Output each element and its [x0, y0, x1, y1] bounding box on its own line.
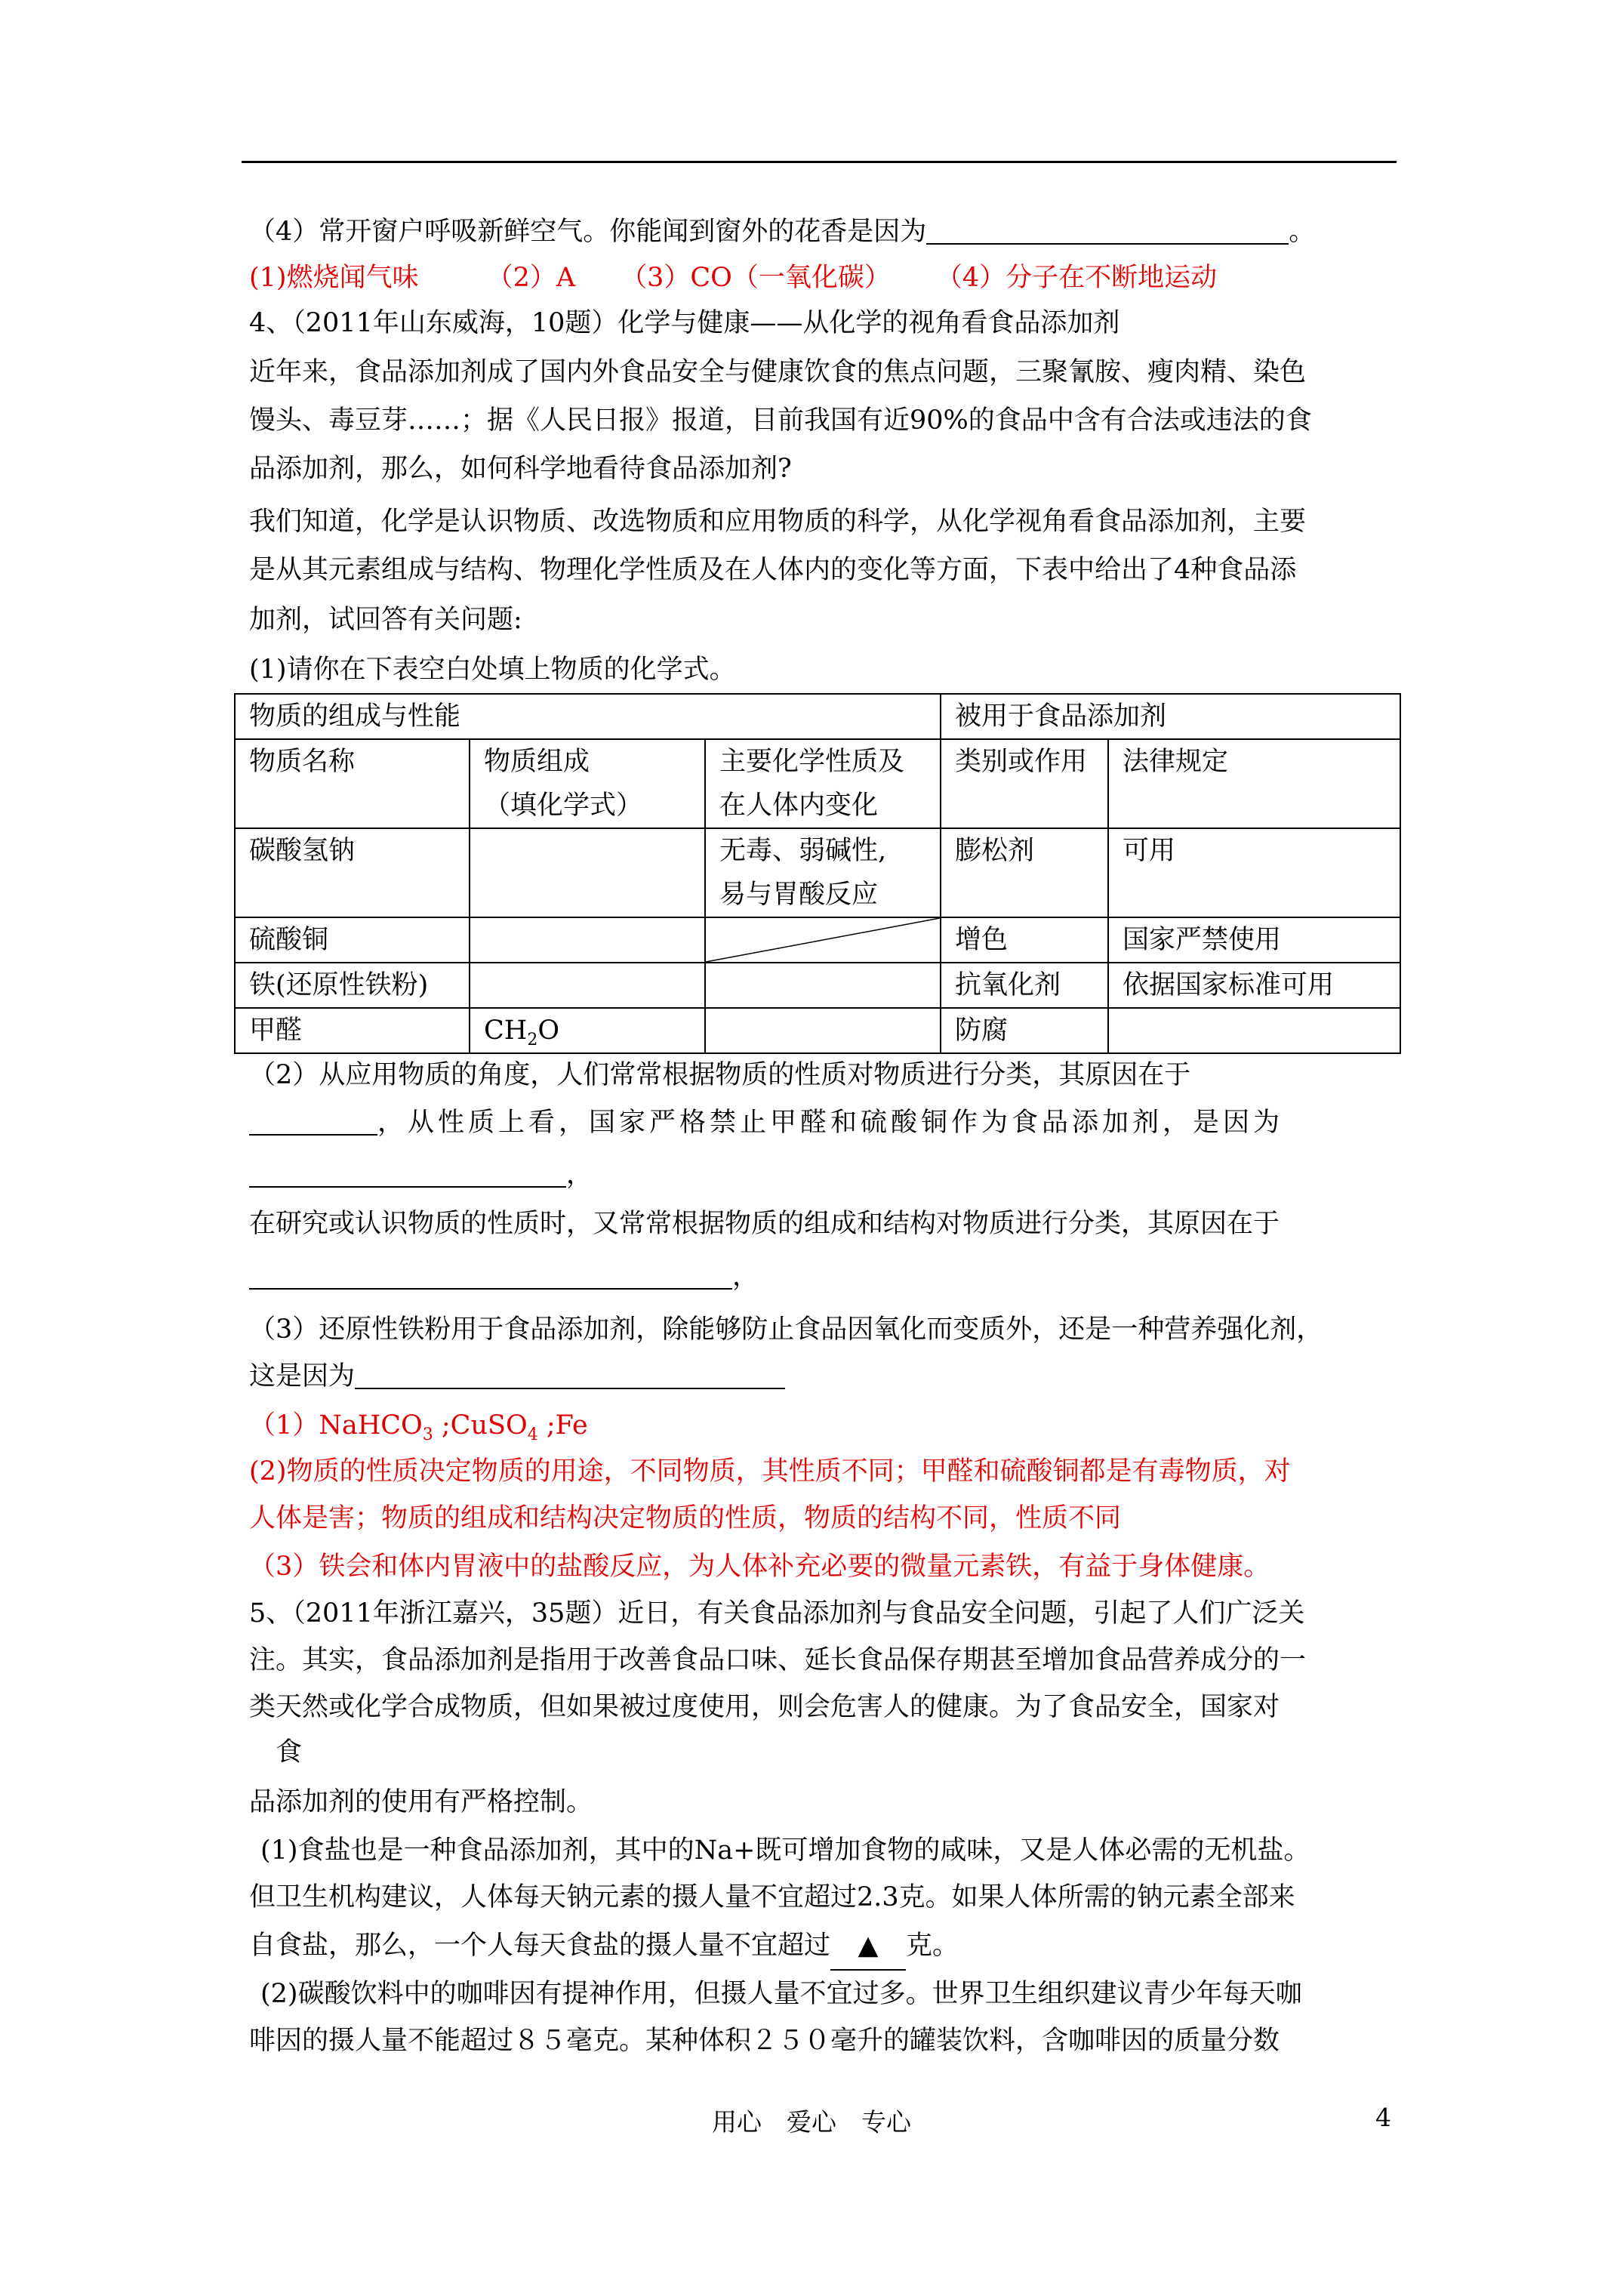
col-name-header: 物质名称: [235, 739, 470, 828]
q3-4-end: 。: [1289, 217, 1316, 247]
q4-2-line: 在研究或认识物质的性质时，又常常根据物质的组成和结构对物质进行分类，其原因在于: [249, 1209, 1280, 1239]
answer-q3-1: (1)燃烧闻气味: [249, 263, 419, 293]
answer-subscript: 4: [527, 1425, 538, 1444]
q4-2-line: （2）从应用物质的角度，人们常常根据物质的性质对物质进行分类，其原因在于: [249, 1060, 1191, 1090]
q5-1-text: 自食盐，那么，一个人每天食盐的摄人量不宜超过: [249, 1931, 831, 1961]
paragraph-line: 近年来，食品添加剂成了国内外食品安全与健康饮食的焦点问题，三聚氰胺、瘦肉精、染色: [249, 357, 1307, 387]
answer-part: ;Fe: [537, 1410, 588, 1441]
answer-blank: [249, 1258, 732, 1290]
col-property-header-1: 主要化学性质及: [719, 747, 905, 777]
col-property-header: [705, 739, 941, 828]
col-formula-header-2: （填化学式）: [484, 791, 643, 821]
cell-property-empty: [705, 1008, 941, 1053]
paragraph-line: 品添加剂，那么，如何科学地看待食品添加剂?: [249, 454, 792, 484]
answer-q3-3: （3）CO（一氧化碳）: [621, 263, 891, 293]
answer-q4-2: 人体是害；物质的组成和结构决定物质的性质，物质的结构不同，性质不同: [249, 1503, 1122, 1533]
formula-subscript: 2: [527, 1031, 538, 1049]
cell-use: 增色: [941, 917, 1108, 963]
answer-q4-3: （3）铁会和体内胃液中的盐酸反应，为人体补充必要的微量元素铁，有益于身体健康。: [249, 1552, 1270, 1582]
additive-table: [234, 693, 1401, 1054]
answer-q4-2: (2)物质的性质决定物质的用途，不同物质，其性质不同；甲醛和硫酸铜都是有毒物质，对: [249, 1456, 1291, 1487]
cell-name: 碳酸氢钠: [235, 828, 470, 917]
q4-2-comma: ，: [566, 1160, 593, 1190]
header-rule: [242, 161, 1397, 163]
answer-part: ;CuSO: [433, 1410, 528, 1441]
q5-1-line: (1)食盐也是一种食品添加剂，其中的Na+既可增加食物的咸味，又是人体必需的无机盐。: [260, 1835, 1310, 1866]
q4-2-text: ，从性质上看，国家严格禁止甲醛和硫酸铜作为食品添加剂，是因为: [377, 1108, 1284, 1138]
paragraph-line: 加剂，试回答有关问题:: [249, 605, 522, 635]
formula-part: CH: [484, 1015, 528, 1046]
cell-law: 可用: [1108, 828, 1400, 917]
footer-text: 用心 爱心 专心: [712, 2107, 911, 2137]
cell-formula-empty: [470, 963, 705, 1008]
col-formula-header: [470, 739, 705, 828]
cell-diagonal: [705, 917, 941, 963]
table-row: [235, 1008, 1400, 1053]
paragraph-line: (1)请你在下表空白处填上物质的化学式。: [249, 655, 736, 685]
cell-property: [705, 828, 941, 917]
q5-2-line: (2)碳酸饮料中的咖啡因有提神作用，但摄人量不宜过多。世界卫生组织建议青少年每天咖: [260, 1979, 1302, 2009]
q4-2-line: [249, 1099, 1283, 1146]
cell-formula-empty: [470, 917, 705, 963]
q5-2-line: 啡因的摄人量不能超过８５毫克。某种体积２５０毫升的罐装饮料，含咖啡因的质量分数: [249, 2026, 1280, 2056]
q5-title: 5、（2011年浙江嘉兴，35题）近日，有关食品添加剂与食品安全问题，引起了人们广泛关: [249, 1598, 1305, 1629]
table-row: [235, 828, 1400, 917]
formula-part: O: [537, 1015, 560, 1046]
answer-blank: [355, 1358, 785, 1389]
cell-law: 依据国家标准可用: [1108, 963, 1400, 1008]
cell-name: 硫酸铜: [235, 917, 470, 963]
answer-blank: [249, 1156, 566, 1188]
cell-property-2: 易与胃酸反应: [719, 880, 879, 910]
paragraph-line: 注。其实，食品添加剂是指用于改善食品口味、延长食品保存期甚至增加食品营养成分的一: [249, 1645, 1307, 1675]
q5-1-line: [249, 1922, 959, 1971]
cell-name: 甲醛: [235, 1008, 470, 1053]
answer-q3-2: （2）A: [486, 263, 576, 293]
cell-use: 膨松剂: [941, 828, 1108, 917]
q4-2-line: [249, 1151, 593, 1198]
q5-1-line: 但卫生机构建议，人体每天钠元素的摄人量不宜超过2.3克。如果人体所需的钠元素全部来: [249, 1882, 1295, 1912]
paragraph-line: 类天然或化学合成物质，但如果被过度使用，则会危害人的健康。为了食品安全，国家对: [249, 1692, 1280, 1722]
table-header-composition: 物质的组成与性能: [235, 694, 941, 739]
answer-q4-1: [249, 1402, 588, 1449]
answer-q3-4: （4）分子在不断地运动: [935, 263, 1218, 293]
cell-formula: [470, 1008, 705, 1053]
q4-2-line: [249, 1253, 759, 1300]
paragraph-line: 食: [276, 1737, 303, 1767]
answer-part: （1）NaHCO: [249, 1410, 423, 1441]
answer-q3-line: [249, 254, 1217, 301]
col-property-header-2: 在人体内变化: [719, 791, 879, 821]
cell-property-empty: [705, 963, 941, 1008]
cell-formula-empty: [470, 828, 705, 917]
answer-subscript: 3: [422, 1425, 433, 1444]
paragraph-line: 是从其元素组成与结构、物理化学性质及在人体内的变化等方面，下表中给出了4种食品添: [249, 555, 1297, 585]
cell-name: 铁(还原性铁粉): [235, 963, 470, 1008]
page-number: 4: [1375, 2103, 1391, 2132]
table-row: [235, 963, 1400, 1008]
col-use-header: 类别或作用: [941, 739, 1108, 828]
answer-blank: [249, 1104, 377, 1136]
triangle-blank: ▲: [830, 1922, 906, 1971]
paragraph-line: 我们知道，化学是认识物质、改选物质和应用物质的科学，从化学视角看食品添加剂，主要: [249, 507, 1307, 537]
q4-3-text: 这是因为: [249, 1361, 356, 1391]
q4-3-line: （3）还原性铁粉用于食品添加剂，除能够防止食品因氧化而变质外，还是一种营养强化剂，: [249, 1314, 1323, 1345]
paragraph-line: 馒头、毒豆芽……；据《人民日报》报道，目前我国有近90%的食品中含有合法或违法的食: [249, 405, 1312, 436]
answer-blank: [926, 213, 1289, 245]
q4-2-comma: ，: [732, 1262, 759, 1292]
cell-law-empty: [1108, 1008, 1400, 1053]
cell-use: 抗氧化剂: [941, 963, 1108, 1008]
q5-1-unit: 克。: [906, 1931, 959, 1961]
table-row: [235, 917, 1400, 963]
q4-title: 4、（2011年山东威海，10题）化学与健康——从化学的视角看食品添加剂: [249, 308, 1120, 338]
cell-law: 国家严禁使用: [1108, 917, 1400, 963]
col-formula-header-1: 物质组成: [484, 747, 590, 777]
table-header-usage: 被用于食品添加剂: [941, 694, 1400, 739]
col-law-header: 法律规定: [1108, 739, 1400, 828]
cell-property-1: 无毒、弱碱性,: [719, 836, 887, 866]
cell-use: 防腐: [941, 1008, 1108, 1053]
q4-3-line: [249, 1353, 785, 1400]
q3-4-line: [249, 208, 1315, 255]
paragraph-line: 品添加剂的使用有严格控制。: [249, 1787, 593, 1817]
q3-4-text: （4）常开窗户呼吸新鲜空气。你能闻到窗外的花香是因为: [249, 217, 927, 247]
